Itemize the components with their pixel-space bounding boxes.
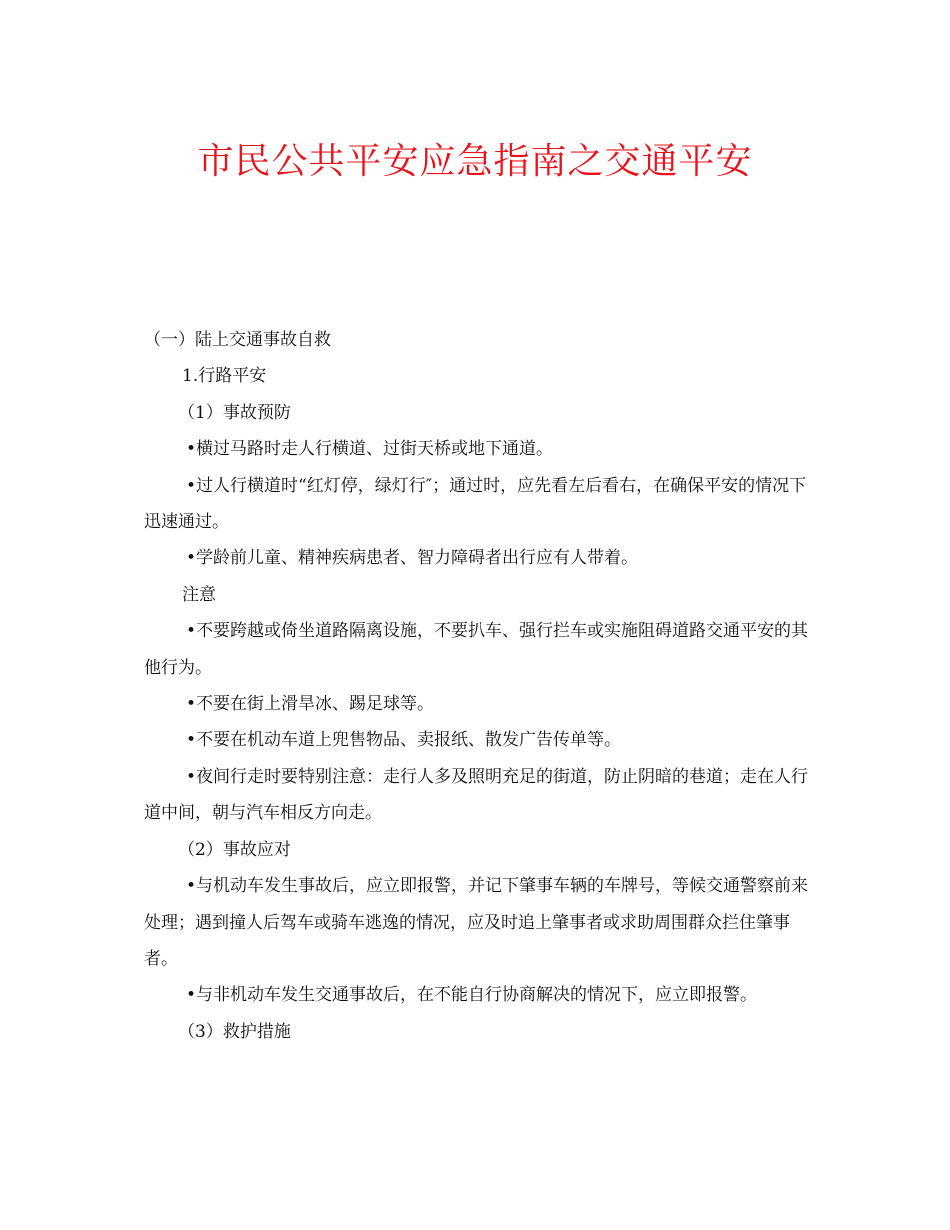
bullet-item: •过人行横道时“红灯停，绿灯行″；通过时，应先看左后看右，在确保平安的情况下迅速通过。 [144, 475, 807, 533]
subsection-heading: （3）救护措施 [178, 1021, 291, 1042]
note-label: 注意 [182, 584, 216, 605]
bullet-item: •横过马路时走人行横道、过街天桥或地下通道。 [186, 439, 554, 460]
bullet-item: •不要在机动车道上兜售物品、卖报纸、散发广告传单等。 [186, 730, 622, 751]
subsection-heading: （2）事故应对 [178, 839, 291, 860]
document-body [144, 322, 809, 1050]
bullet-item: •与机动车发生事故后，应立即报警，并记下肇事车辆的车牌号，等候交通警察前来处理；遇到撞人后驾车或骑车逃逸的情况，应及时追上肇事者或求助周围群众拦住肇事者。 [144, 876, 809, 969]
bullet-item: •与非机动车发生交通事故后，在不能自行协商解决的情况下，应立即报警。 [186, 985, 758, 1006]
document-title: 市民公共平安应急指南之交通平安 [197, 141, 753, 182]
section-heading: （一）陆上交通事故自救 [144, 330, 331, 350]
bullet-item: •夜间行走时要特别注意：走行人多及照明充足的街道，防止阴暗的巷道；走在人行道中间，朝与汽车相反方向走。 [144, 766, 809, 824]
bullet-item: •学龄前儿童、精神疾病患者、智力障碍者出行应有人带着。 [186, 548, 639, 569]
subsection-heading: （1）事故预防 [178, 402, 291, 423]
bullet-item: •不要在街上滑旱冰、踢足球等。 [186, 694, 435, 715]
bullet-item: •不要跨越或倚坐道路隔离设施，不要扒车、强行拦车或实施阻碍道路交通平安的其他行为。 [144, 621, 809, 678]
subsection-heading: 1.行路平安 [182, 366, 267, 387]
